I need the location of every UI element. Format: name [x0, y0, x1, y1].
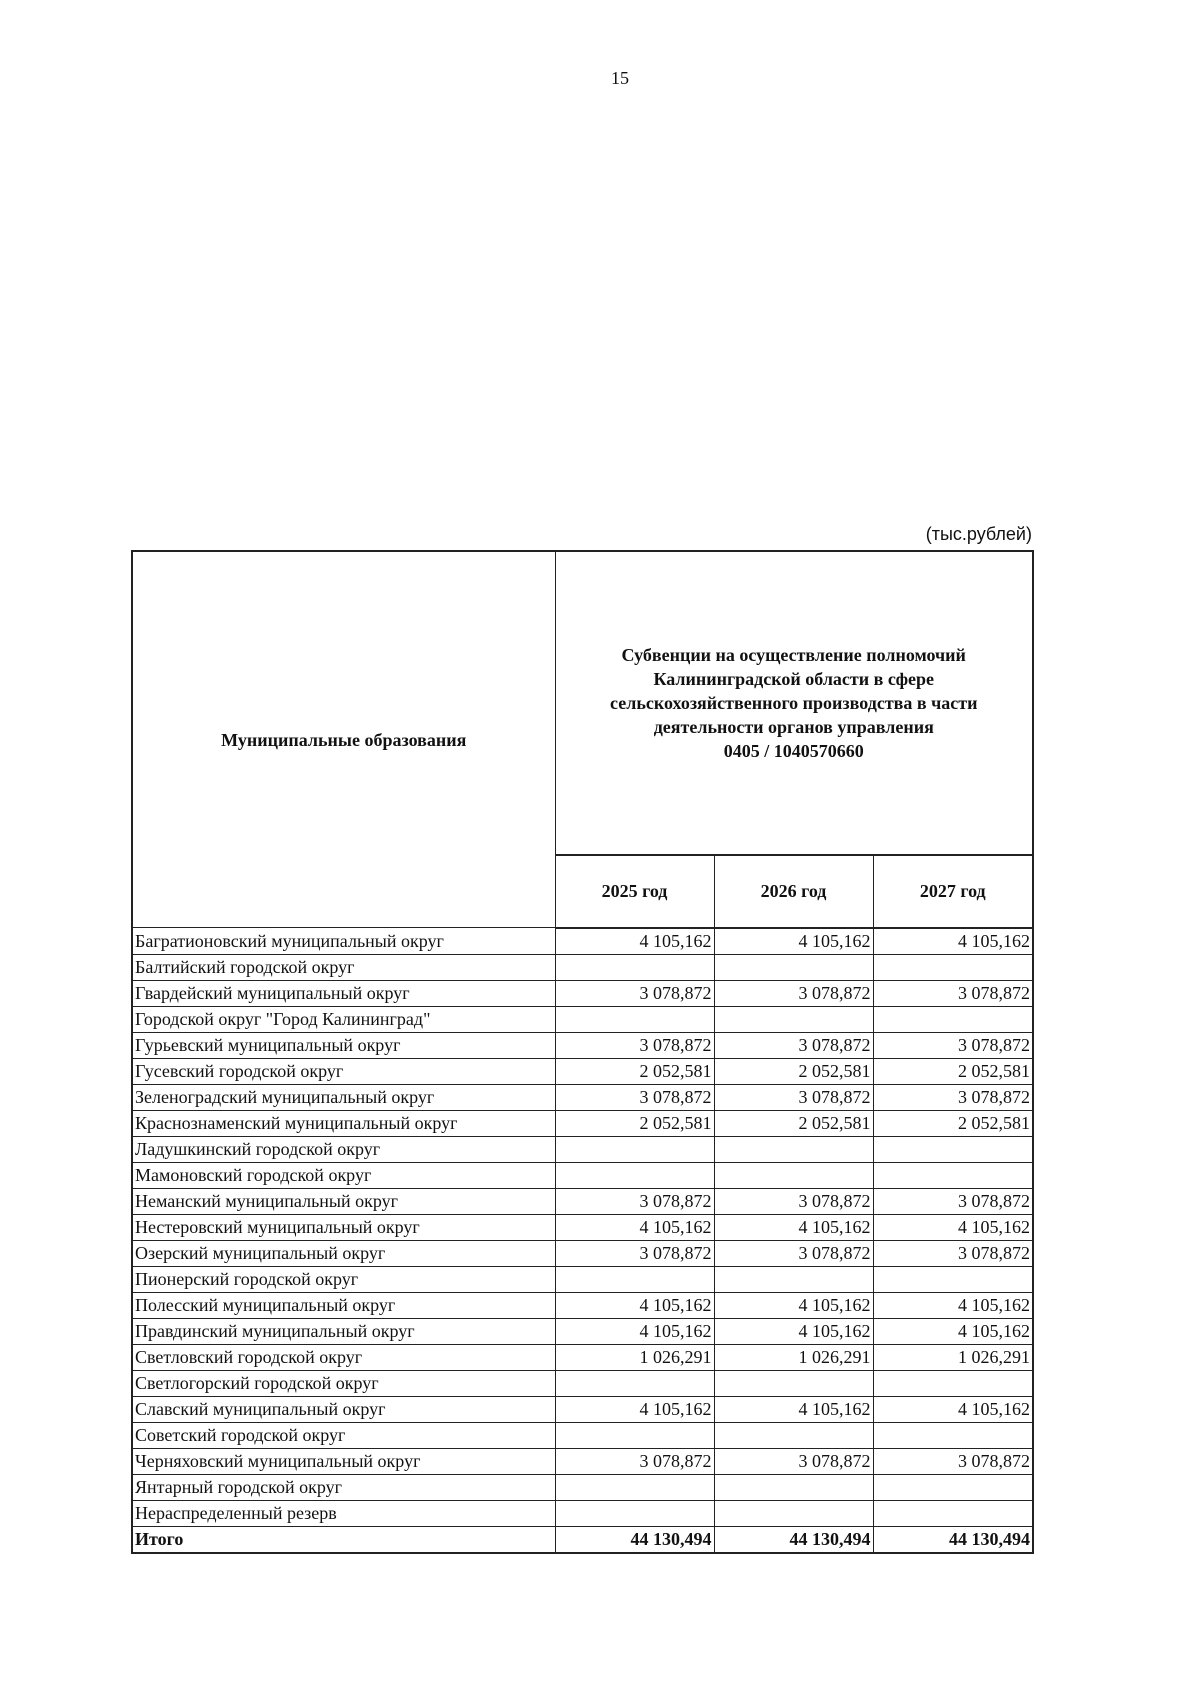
value-cell-2025: 3 078,872	[555, 980, 714, 1006]
table-row	[132, 1058, 1033, 1084]
title-line: 0405 / 1040570660	[723, 741, 864, 762]
municipality-name: Славский муниципальный округ	[132, 1396, 555, 1422]
value-cell-2025: 3 078,872	[555, 1032, 714, 1058]
total-label: Итого	[132, 1526, 555, 1553]
value-cell-2027	[873, 1474, 1033, 1500]
table-row	[132, 1318, 1033, 1344]
title-line: Калининградской области в сфере	[653, 669, 935, 690]
table-row	[132, 1266, 1033, 1292]
table-row	[132, 928, 1033, 955]
value-cell-2026: 3 078,872	[714, 1240, 873, 1266]
municipality-name: Зеленоградский муниципальный округ	[132, 1084, 555, 1110]
value-cell-2026: 3 078,872	[714, 980, 873, 1006]
value-cell-2026: 2 052,581	[714, 1110, 873, 1136]
municipality-name: Пионерский городской округ	[132, 1266, 555, 1292]
year-header-2026: 2026 год	[714, 855, 873, 927]
value-cell-2027	[873, 1500, 1033, 1526]
table-row	[132, 1214, 1033, 1240]
value-cell-2026: 4 105,162	[714, 1292, 873, 1318]
year-header-2027: 2027 год	[873, 855, 1033, 927]
value-cell-2027	[873, 1422, 1033, 1448]
table-row	[132, 980, 1033, 1006]
value-cell-2026	[714, 1136, 873, 1162]
municipality-name: Янтарный городской округ	[132, 1474, 555, 1500]
value-cell-2025	[555, 1162, 714, 1188]
title-line: Субвенции на осуществление полномочий	[621, 645, 966, 666]
table-row	[132, 1448, 1033, 1474]
value-cell-2027: 3 078,872	[873, 980, 1033, 1006]
table-row	[132, 1136, 1033, 1162]
value-cell-2027: 4 105,162	[873, 1214, 1033, 1240]
value-cell-2027	[873, 1006, 1033, 1032]
value-cell-2026	[714, 1162, 873, 1188]
value-cell-2027: 44 130,494	[873, 1526, 1033, 1553]
value-cell-2027: 4 105,162	[873, 1292, 1033, 1318]
table-row	[132, 1240, 1033, 1266]
value-cell-2027: 4 105,162	[873, 928, 1033, 955]
title-line: деятельности органов управления	[653, 717, 934, 738]
value-cell-2026: 44 130,494	[714, 1526, 873, 1553]
table-row	[132, 1500, 1033, 1526]
value-cell-2027: 3 078,872	[873, 1188, 1033, 1214]
value-cell-2025	[555, 1266, 714, 1292]
municipality-name: Советский городской округ	[132, 1422, 555, 1448]
value-cell-2026	[714, 1266, 873, 1292]
value-cell-2026: 4 105,162	[714, 1396, 873, 1422]
table-row	[132, 1162, 1033, 1188]
value-cell-2025	[555, 1006, 714, 1032]
header-row	[132, 551, 1033, 855]
value-cell-2026: 2 052,581	[714, 1058, 873, 1084]
title-line: сельскохозяйственного производства в части	[610, 693, 978, 714]
municipality-name: Багратионовский муниципальный округ	[132, 928, 555, 955]
value-cell-2027: 4 105,162	[873, 1396, 1033, 1422]
municipality-name: Городской округ "Город Калининград"	[132, 1006, 555, 1032]
municipality-name: Ладушкинский городской округ	[132, 1136, 555, 1162]
table-row	[132, 1084, 1033, 1110]
value-cell-2026: 3 078,872	[714, 1448, 873, 1474]
value-cell-2025: 4 105,162	[555, 1292, 714, 1318]
value-cell-2027	[873, 1266, 1033, 1292]
value-cell-2025	[555, 1500, 714, 1526]
municipality-name: Правдинский муниципальный округ	[132, 1318, 555, 1344]
municipality-name: Озерский муниципальный округ	[132, 1240, 555, 1266]
value-cell-2026	[714, 1422, 873, 1448]
value-cell-2026: 3 078,872	[714, 1084, 873, 1110]
table-row	[132, 1110, 1033, 1136]
value-cell-2025: 44 130,494	[555, 1526, 714, 1553]
value-cell-2027	[873, 1162, 1033, 1188]
value-cell-2025: 4 105,162	[555, 1396, 714, 1422]
value-cell-2027: 3 078,872	[873, 1240, 1033, 1266]
municipality-name: Неманский муниципальный округ	[132, 1188, 555, 1214]
value-cell-2027: 4 105,162	[873, 1318, 1033, 1344]
municipality-name: Черняховский муниципальный округ	[132, 1448, 555, 1474]
table-row	[132, 1188, 1033, 1214]
municipality-name: Полесский муниципальный округ	[132, 1292, 555, 1318]
value-cell-2025: 4 105,162	[555, 1214, 714, 1240]
value-cell-2025: 3 078,872	[555, 1188, 714, 1214]
value-cell-2026	[714, 1370, 873, 1396]
table-row	[132, 1396, 1033, 1422]
table-row	[132, 954, 1033, 980]
value-cell-2025: 3 078,872	[555, 1448, 714, 1474]
page-number: 15	[611, 68, 629, 88]
value-cell-2027: 3 078,872	[873, 1032, 1033, 1058]
municipality-name: Мамоновский городской округ	[132, 1162, 555, 1188]
municipality-name: Гурьевский муниципальный округ	[132, 1032, 555, 1058]
value-cell-2026	[714, 1500, 873, 1526]
units-label: (тыс.рублей)	[925, 524, 1032, 544]
value-cell-2027	[873, 1370, 1033, 1396]
table-row	[132, 1292, 1033, 1318]
column-header-municipalities: Муниципальные образования	[132, 551, 555, 928]
municipality-name: Нераспределенный резерв	[132, 1500, 555, 1526]
table-row	[132, 1474, 1033, 1500]
value-cell-2026: 4 105,162	[714, 1318, 873, 1344]
value-cell-2025	[555, 1370, 714, 1396]
value-cell-2026: 4 105,162	[714, 1214, 873, 1240]
table-row	[132, 1006, 1033, 1032]
value-cell-2026	[714, 1474, 873, 1500]
value-cell-2026	[714, 954, 873, 980]
municipality-name: Светлогорский городской округ	[132, 1370, 555, 1396]
value-cell-2027	[873, 1136, 1033, 1162]
value-cell-2025: 2 052,581	[555, 1110, 714, 1136]
value-cell-2025: 4 105,162	[555, 1318, 714, 1344]
value-cell-2026	[714, 1006, 873, 1032]
municipality-name: Балтийский городской округ	[132, 954, 555, 980]
total-row	[132, 1526, 1033, 1553]
year-header-2025: 2025 год	[555, 855, 714, 927]
value-cell-2025: 2 052,581	[555, 1058, 714, 1084]
value-cell-2025	[555, 1474, 714, 1500]
municipality-name: Гвардейский муниципальный округ	[132, 980, 555, 1006]
value-cell-2025: 3 078,872	[555, 1240, 714, 1266]
value-cell-2025: 3 078,872	[555, 1084, 714, 1110]
municipality-name: Светловский городской округ	[132, 1344, 555, 1370]
municipality-name: Краснознаменский муниципальный округ	[132, 1110, 555, 1136]
value-cell-2025	[555, 1422, 714, 1448]
column-header-subvention-title	[555, 551, 1033, 855]
value-cell-2025	[555, 1136, 714, 1162]
value-cell-2025	[555, 954, 714, 980]
value-cell-2025: 4 105,162	[555, 928, 714, 955]
value-cell-2027: 1 026,291	[873, 1344, 1033, 1370]
value-cell-2027: 3 078,872	[873, 1448, 1033, 1474]
value-cell-2026: 1 026,291	[714, 1344, 873, 1370]
municipality-name: Нестеровский муниципальный округ	[132, 1214, 555, 1240]
value-cell-2025: 1 026,291	[555, 1344, 714, 1370]
value-cell-2027: 3 078,872	[873, 1084, 1033, 1110]
value-cell-2027: 2 052,581	[873, 1110, 1033, 1136]
value-cell-2027: 2 052,581	[873, 1058, 1033, 1084]
value-cell-2026: 3 078,872	[714, 1032, 873, 1058]
value-cell-2027	[873, 954, 1033, 980]
value-cell-2026: 3 078,872	[714, 1188, 873, 1214]
municipality-name: Гусевский городской округ	[132, 1058, 555, 1084]
subventions-table	[131, 550, 1034, 1554]
table-row	[132, 1344, 1033, 1370]
table-row	[132, 1422, 1033, 1448]
value-cell-2026: 4 105,162	[714, 928, 873, 955]
table-row	[132, 1032, 1033, 1058]
table-row	[132, 1370, 1033, 1396]
